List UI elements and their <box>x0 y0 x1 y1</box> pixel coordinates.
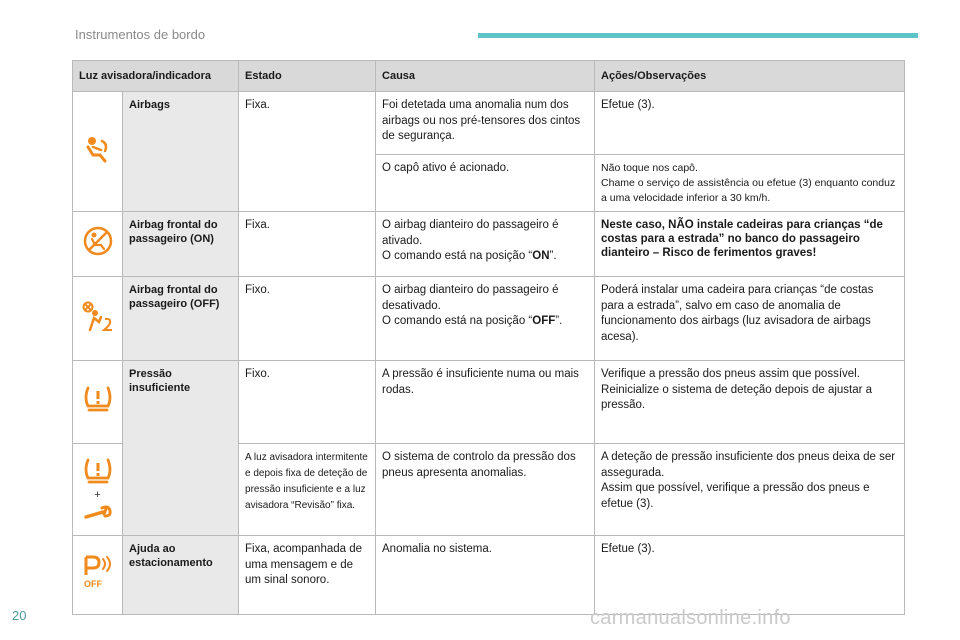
cause-cell: Anomalia no sistema. <box>376 536 595 615</box>
action-cell: Efetue (3). <box>595 92 905 155</box>
action-cell <box>595 444 905 536</box>
cause-cell: O sistema de controlo da pressão dos pneus apresenta anomalias. <box>376 444 595 536</box>
warning-name: Pressão insuficiente <box>129 368 191 394</box>
warning-name: Airbags <box>129 99 170 111</box>
cause-text: ”. <box>555 315 563 327</box>
warning-name-cell <box>123 92 239 212</box>
table-row <box>73 361 905 444</box>
action-line: Chame o serviço de assistência ou efetue (3) enquanto conduz a uma velocidade inferior a 30 km/h. <box>601 177 896 204</box>
warning-lights-table <box>72 60 905 615</box>
action-cell <box>595 155 905 212</box>
column-header-warning-light: Luz avisadora/indicadora <box>73 61 239 92</box>
tyre-pressure-warning-icon <box>82 456 114 486</box>
pressure-service-icon-cell <box>73 444 123 536</box>
state-cell: Fixa, acompanhada de uma mensagem e de um sinal sonoro. <box>239 536 376 615</box>
state-cell: Fixa. <box>239 92 376 212</box>
cause-line <box>382 249 588 265</box>
warning-name: Airbag frontal do passageiro (ON) <box>129 219 218 245</box>
column-header-state: Estado <box>239 61 376 92</box>
cause-cell: Foi detetada uma anomalia num dos airbags ou nos pré-tensores dos cintos de segurança. <box>376 92 595 155</box>
airbag-icon-cell <box>73 92 123 212</box>
state-text: A luz avisadora intermitente e depois fixa de deteção de pressão insuficiente e a luz avisadora “Revisão” fixa. <box>245 452 368 511</box>
warning-name: Ajuda ao estacionamento <box>129 543 213 569</box>
parking-icon-cell <box>73 536 123 615</box>
warning-name-cell <box>123 277 239 361</box>
table-header-row <box>73 61 905 92</box>
action-line: A deteção de pressão insuficiente dos pneus deixa de ser assegurada. <box>601 451 896 479</box>
action-line: Não toque nos capô. <box>601 162 698 174</box>
state-cell: Fixa. <box>239 212 376 277</box>
cause-cell: O capô ativo é acionado. <box>376 155 595 212</box>
cause-text: O comando está na posição “ <box>382 315 533 327</box>
danger-warning-text: Neste caso, NÃO instale cadeiras para crianças “de costas para a estrada” no banco do passageiro dianteiro – Risco de ferimentos graves! <box>601 219 883 259</box>
cause-line: O airbag dianteiro do passageiro é ativado. <box>382 219 559 247</box>
state-cell <box>239 444 376 536</box>
table-row <box>73 92 905 155</box>
pressure-icon-cell <box>73 361 123 444</box>
parking-off-label: OFF <box>83 579 102 590</box>
table-row <box>73 212 905 277</box>
passenger-airbag-off-icon <box>81 300 115 332</box>
action-cell <box>595 212 905 277</box>
action-cell <box>595 361 905 444</box>
section-title: Instrumentos de bordo <box>75 27 206 42</box>
parking-sensor-off-icon <box>80 555 116 589</box>
column-header-cause: Causa <box>376 61 595 92</box>
airbag-on-icon-cell <box>73 212 123 277</box>
warning-name-cell <box>123 212 239 277</box>
action-cell: Poderá instalar uma cadeira para crianças “de costas para a estrada”, salvo em caso de anomalia de funcionamento dos airbags (luz avisadora de airbags acesa). <box>595 277 905 361</box>
table-row <box>73 536 905 615</box>
cause-line: O airbag dianteiro do passageiro é desativado. <box>382 284 559 312</box>
column-header-actions: Ações/Observações <box>595 61 905 92</box>
warning-name-cell <box>123 536 239 615</box>
section-accent-bar <box>478 33 918 38</box>
plus-sign: + <box>94 488 101 501</box>
action-line: Verifique a pressão dos pneus assim que possível. <box>601 368 860 380</box>
action-line: Reinicialize o sistema de deteção depois de ajustar a pressão. <box>601 383 873 411</box>
action-line: Assim que possível, verifique a pressão dos pneus e efetue (3). <box>601 482 870 510</box>
passenger-airbag-on-icon <box>82 225 114 257</box>
cause-cell <box>376 212 595 277</box>
airbag-off-icon-cell <box>73 277 123 361</box>
watermark: carmanualsonline.info <box>590 607 791 629</box>
tyre-pressure-warning-icon <box>82 384 114 414</box>
service-wrench-icon <box>83 505 113 523</box>
state-cell: Fixo. <box>239 277 376 361</box>
cause-line <box>382 314 588 330</box>
warning-name-cell <box>123 361 239 536</box>
switch-position-on: ON <box>532 250 550 262</box>
table-row <box>73 277 905 361</box>
airbag-warning-icon <box>83 134 113 164</box>
cause-cell: A pressão é insuficiente numa ou mais rodas. <box>376 361 595 444</box>
warning-name: Airbag frontal do passageiro (OFF) <box>129 284 220 310</box>
state-cell: Fixo. <box>239 361 376 444</box>
cause-text: ”. <box>549 250 557 262</box>
cause-cell <box>376 277 595 361</box>
switch-position-off: OFF <box>532 315 556 327</box>
action-cell: Efetue (3). <box>595 536 905 615</box>
page-number: 20 <box>12 608 27 623</box>
cause-text: O comando está na posição “ <box>382 250 533 262</box>
